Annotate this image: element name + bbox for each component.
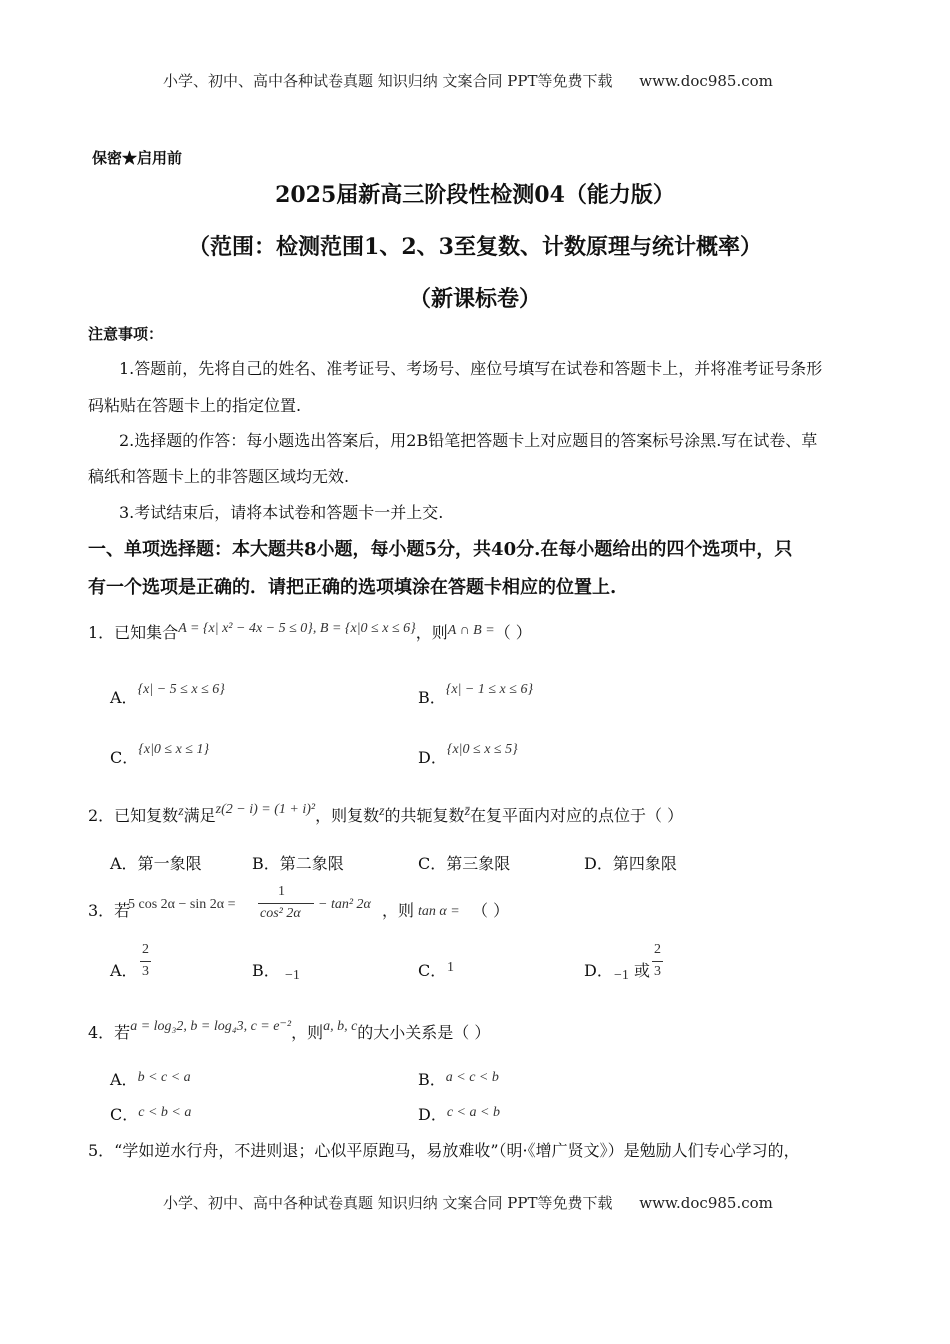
q3-option-c[interactable]: C． [418,961,447,980]
page-header [163,70,773,91]
q1-prefix: 1．已知集合 [88,623,179,642]
question-2 [88,802,683,826]
q3-option-a-den: 3 [142,964,149,979]
section-heading-line2: 有一个选项是正确的．请把正确的选项填涂在答题卡相应的位置上. [88,577,617,598]
footer-text: 小学、初中、高中各种试卷真题 知识归纳 文案合同 PPT等免费下载 [163,1194,613,1212]
q1-option-d-label: D． [418,748,447,767]
notice-item-2b: 稿纸和答题卡上的非答题区域均无效. [88,467,350,486]
q4-option-a-value: b < c < a [137,1070,191,1085]
q3-option-b-value: −1 [285,968,300,983]
q2-option-b-value: 第二象限 [279,854,344,873]
q1-option-b-label: B． [418,688,446,707]
q4-prefix: 4．若 [88,1023,131,1042]
q2-option-c[interactable] [418,851,510,874]
q3-denominator: cos² 2α [260,906,301,921]
q4-vars: a, b, c [323,1019,358,1034]
q2-text-5: 在复平面内对应的点位于（ ） [470,806,684,825]
page-title: 2025届新高三阶段性检测04（能力版） [275,182,675,208]
q1-option-a-value: {x| − 5 ≤ x ≤ 6} [137,682,225,697]
q2-option-c-value: 第三象限 [446,854,511,873]
question-4 [88,1018,490,1043]
q2-option-b[interactable] [252,851,344,874]
q3-fraction-bar [258,903,314,904]
q3-option-d-bar [652,961,663,962]
q1-formula: A = {x| x² − 4x − 5 ≤ 0}, B = {x|0 ≤ x ≤ 6} [178,621,416,636]
q3-option-c-value: 1 [447,960,454,975]
q2-prefix: 2．已知复数 [88,806,179,825]
notice-item-2a: 2.选择题的作答：每小题选出答案后，用2B铅笔把答题卡上对应题目的答案标号涂黑.写在试卷、草 [119,431,818,450]
page-subtitle-2: （新课标卷） [408,286,541,312]
q1-formula-2: A ∩ B = [447,623,495,638]
q4-mid: ，则 [291,1023,324,1042]
q1-option-a[interactable] [110,682,225,708]
footer-url[interactable]: www.doc985.com [639,1194,773,1212]
q2-option-d[interactable] [584,851,677,874]
q4-formula: a = log₃2, b = log₄3, c = e⁻² [130,1019,292,1034]
page-footer [163,1192,773,1213]
question-1 [88,620,532,643]
q4-option-a-label: A． [110,1070,138,1089]
notice-heading: 注意事项： [88,325,164,343]
q1-option-d[interactable] [418,742,518,768]
q4-option-d[interactable] [418,1102,500,1125]
q4-option-c-label: C． [110,1105,139,1124]
q2-formula: z(2 − i) = (1 + i)² [215,802,316,817]
q4-option-b-value: a < c < b [445,1070,499,1085]
q2-text-2: 满足 [183,806,216,825]
q1-option-c-label: C． [110,748,139,767]
q4-option-b-label: B． [418,1070,446,1089]
q3-option-d-or: 或 [634,961,651,980]
q3-mid: ，则 [382,901,415,920]
q3-formula-2: tan α = [418,904,460,919]
header-url[interactable]: www.doc985.com [639,72,773,90]
q3-option-d-den: 3 [654,964,661,979]
q4-option-a[interactable] [110,1067,191,1090]
q2-var-zbar: z̄ [464,804,471,819]
q4-suffix: 的大小关系是（ ） [357,1023,491,1042]
question-5: 5．“学如逆水行舟，不进则退；心似平原跑马，易放难收”（明·《增广贤文》）是勉励人们专心学习的， [88,1141,800,1160]
q2-option-d-value: 第四象限 [612,854,677,873]
q3-paren: （ ） [472,901,510,920]
q3-lhs: 5 cos 2α − sin 2α = [128,897,236,912]
section-heading-line1: 一、单项选择题：本大题共8小题，每小题5分，共40分.在每小题给出的四个选项中，只 [88,539,793,560]
q2-var-z-2: z [379,804,385,819]
q3-option-b[interactable]: B． [252,961,280,980]
q3-prefix: 3．若 [88,901,131,920]
q2-var-z: z [178,804,184,819]
q1-option-d-value: {x|0 ≤ x ≤ 5} [446,742,518,757]
q3-option-d-value: −1 [614,968,629,983]
notice-item-1a: 1.答题前，先将自己的姓名、准考证号、考场号、座位号填写在试卷和答题卡上，并将准考证号条形 [119,359,823,378]
q4-option-d-label: D． [418,1105,447,1124]
page-subtitle: （范围：检测范围1、2、3至复数、计数原理与统计概率） [188,234,762,260]
secret-mark: 保密★启用前 [92,149,183,167]
q1-option-c[interactable] [110,742,209,768]
q3-option-a-num: 2 [142,942,149,957]
q1-option-a-label: A． [110,688,138,707]
q3-option-d[interactable]: D． [584,961,613,980]
q4-option-c-value: c < b < a [138,1105,192,1120]
q2-option-a-value: 第一象限 [137,854,202,873]
q3-option-a-bar [140,961,151,962]
notice-item-3: 3.考试结束后，请将本试卷和答题卡一并上交. [119,503,444,522]
q2-option-d-label: D． [584,854,613,873]
q3-rhs: − tan² 2α [318,897,371,912]
q2-option-c-label: C． [418,854,447,873]
notice-item-1b: 码粘贴在答题卡上的指定位置. [88,396,302,415]
q3-option-a[interactable]: A． [110,961,138,980]
q1-paren: （ ） [494,623,532,642]
q2-option-a[interactable] [110,851,202,874]
q2-option-a-label: A． [110,854,138,873]
q2-text-3: ，则复数 [315,806,380,825]
q4-option-c[interactable] [110,1102,191,1125]
header-text: 小学、初中、高中各种试卷真题 知识归纳 文案合同 PPT等免费下载 [163,72,613,90]
q1-mid: ，则 [415,623,448,642]
q1-option-c-value: {x|0 ≤ x ≤ 1} [138,742,210,757]
q4-option-d-value: c < a < b [446,1105,500,1120]
q4-option-b[interactable] [418,1067,499,1090]
q1-option-b[interactable] [418,682,533,708]
q1-option-b-value: {x| − 1 ≤ x ≤ 6} [445,682,534,697]
q3-option-d-num: 2 [654,942,661,957]
q3-numerator: 1 [278,884,285,899]
q2-option-b-label: B． [252,854,280,873]
q2-text-4: 的共轭复数 [384,806,465,825]
